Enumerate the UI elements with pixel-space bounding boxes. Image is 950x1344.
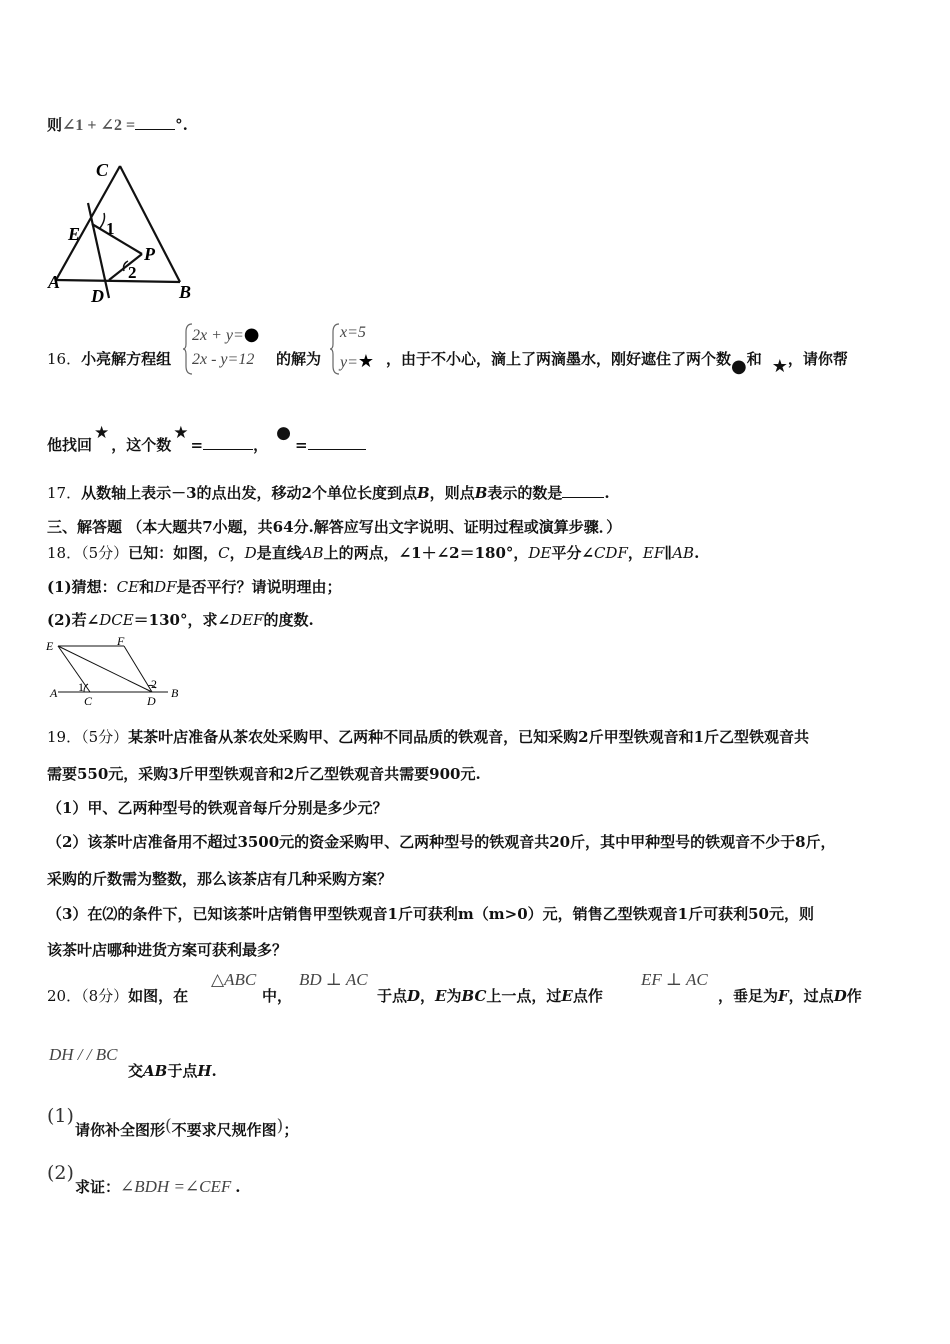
label-angle-1: 1 <box>106 219 115 238</box>
q20-bc: BC <box>461 987 487 1005</box>
q20-t12: 于点 <box>167 1062 198 1080</box>
q18-c: C <box>218 544 230 562</box>
label-angle-1: 1 <box>78 680 84 694</box>
q20-d: D <box>407 987 421 1005</box>
q20-part1 <box>75 1116 299 1140</box>
label-d: D <box>147 694 156 708</box>
dot-icon: ● <box>276 423 291 443</box>
label-p: P <box>144 244 155 264</box>
label-a: A <box>50 686 58 700</box>
q19-line1-text: 某茶叶店准备从茶农处采购甲、乙两种不同品质的铁观音，已知采购2斤甲型铁观音和1斤乙型铁观音共 <box>128 728 810 746</box>
q16-text2: 的解为 <box>276 350 322 368</box>
q18-p1a: (1)猜想： <box>47 578 117 596</box>
q18-text4: 平分∠ <box>551 544 594 562</box>
label-e: E <box>68 224 81 244</box>
q20-mid <box>377 985 603 1006</box>
q20-p1d: ) <box>276 1116 284 1136</box>
q18-ab2: AB <box>672 544 695 562</box>
label-f: F <box>117 636 125 648</box>
q16-line2c: = <box>190 436 204 454</box>
q20-end: . <box>211 1062 217 1080</box>
q18-text2: 是直线 <box>256 544 302 562</box>
q16-line2e: = <box>294 436 308 454</box>
answer-blank-dot[interactable] <box>308 449 366 450</box>
answer-blank[interactable] <box>135 129 175 130</box>
q19-line2: 需要550元，采购3斤甲型铁观音和2斤乙型铁观音共需要900元. <box>47 765 481 783</box>
q18-score: （5分） <box>81 544 129 562</box>
line-ed <box>88 203 109 298</box>
q20-h: H <box>197 1062 212 1080</box>
q20-part2-number: (2) <box>47 1162 74 1184</box>
q20-t4: ， <box>420 987 436 1005</box>
q17-text: 从数轴上表示－3的点出发，移动2个单位长度到点 <box>81 484 417 502</box>
q16-line2d: ， <box>253 436 269 454</box>
label-c: C <box>96 160 109 180</box>
equation-1 <box>192 324 260 345</box>
q20-t5: 为 <box>446 987 462 1005</box>
q18-part1 <box>47 576 342 597</box>
line-ep <box>92 224 142 254</box>
q16-line2b: ，这个数 <box>111 436 172 454</box>
ink-dot-icon: ● <box>243 324 260 345</box>
q20-line2 <box>128 1060 217 1081</box>
math-dh-parallel-bc: DH / / BC <box>49 1045 118 1064</box>
line-ec <box>58 646 90 692</box>
q18-p1df: DF <box>154 578 177 596</box>
label-angle-2: 2 <box>151 677 157 691</box>
q18-p2b: ＝130°，求∠ <box>133 611 231 629</box>
q16-number: 16． <box>47 350 82 368</box>
q19-part3a: （3）在⑵的条件下，已知该茶叶店销售甲型铁观音1斤可获利m（m>0）元，销售乙型铁观音1斤可获利50元，则 <box>47 905 814 923</box>
q20-p2m: ∠BDH =∠CEF <box>120 1177 232 1196</box>
label-b: B <box>171 686 179 700</box>
angle-1-arc <box>100 213 105 228</box>
solution-2 <box>340 351 374 372</box>
q19-line1 <box>47 726 809 747</box>
ink-dot-icon: ● <box>731 356 747 377</box>
q20-t3: 于点 <box>377 987 408 1005</box>
q18-comma: ， <box>229 544 245 562</box>
q20-number <box>47 985 188 1006</box>
q16-text4: 和 <box>746 350 762 368</box>
q16-text5: ，请你帮 <box>787 350 848 368</box>
q20-t7: 点作 <box>572 987 603 1005</box>
q17-number: 17． <box>47 484 82 502</box>
q20-t6: 上一点，过 <box>486 987 562 1005</box>
q18-end: . <box>694 544 700 562</box>
triangle-figure-15 <box>44 158 204 306</box>
math-bd-perp-ac: BD ⊥ AC <box>299 970 368 989</box>
q19-part3b: 该茶叶店哪种进货方案可获利最多？ <box>47 941 288 959</box>
q18-p2def: DEF <box>230 611 264 629</box>
q17-end: . <box>604 484 610 502</box>
q16-line1 <box>47 348 171 369</box>
equation-2: 2x - y=12 <box>192 351 255 368</box>
q18-text3: 上的两点，∠1＋∠2＝180°， <box>323 544 529 562</box>
q18-p1ce: CE <box>116 578 140 596</box>
q20-d2: D <box>833 987 847 1005</box>
q17-b2: B <box>474 484 488 502</box>
q20-tail <box>718 985 862 1006</box>
q18-p1c: 是否平行？请说明理由； <box>176 578 342 596</box>
q20-f: F <box>778 987 789 1005</box>
q20-t2: 中， <box>262 987 293 1005</box>
q20-ab: AB <box>143 1062 168 1080</box>
q20-score: （8分） <box>81 987 129 1005</box>
label-d: D <box>91 286 104 306</box>
q19-number: 19． <box>47 728 82 746</box>
q20-p1c: 不要求尺规作图 <box>171 1121 277 1139</box>
math-ef-perp-ac: EF ⊥ AC <box>641 970 708 989</box>
q20-t10: 作 <box>846 987 862 1005</box>
q20-t11: 交 <box>128 1062 144 1080</box>
q17-b: B <box>416 484 430 502</box>
q18-text6: ∥ <box>664 544 673 562</box>
q20-e: E <box>435 987 447 1005</box>
q16-line2 <box>47 423 366 455</box>
eq1-text: 2x + y= <box>192 327 244 344</box>
q18-ef: EF <box>642 544 665 562</box>
q16-text3: ，由于不小心，滴上了两滴墨水，刚好遮住了两个数 <box>386 350 732 368</box>
q16-line1-rest <box>386 348 848 377</box>
label-angle-2: 2 <box>128 263 137 282</box>
q15-tail <box>47 114 188 135</box>
q20-p1b: ( <box>165 1116 172 1136</box>
ink-star-icon: ★ <box>771 356 788 377</box>
label-a: A <box>48 272 61 292</box>
q17 <box>47 482 610 503</box>
q18-p2a: (2)若∠ <box>47 611 100 629</box>
q15-suffix: °. <box>175 116 188 134</box>
q20-e2: E <box>561 987 573 1005</box>
q20-p1e: ； <box>283 1121 299 1139</box>
parallel-lines-figure-18 <box>44 636 184 708</box>
sol2-text: y= <box>340 354 358 371</box>
q18-part2 <box>47 609 314 630</box>
q18-de: DE <box>528 544 552 562</box>
line-pd <box>109 254 142 280</box>
q20-part1-number: (1) <box>47 1105 74 1127</box>
q20-part2 <box>75 1176 241 1197</box>
q15-expr: ∠1 + ∠2 = <box>62 117 136 134</box>
q18-cdf: CDF <box>593 544 628 562</box>
q20-num: 20． <box>47 987 82 1005</box>
q20-t8: ，垂足为 <box>718 987 779 1005</box>
q16-text1: 小亮解方程组 <box>81 350 172 368</box>
q18-p2c: 的度数. <box>263 611 314 629</box>
star-icon: ★ <box>173 423 189 443</box>
q18-stem <box>47 542 699 563</box>
q20-t1: 如图，在 <box>128 987 189 1005</box>
q18-text5: ， <box>627 544 643 562</box>
q20-p2e: . <box>235 1178 241 1196</box>
label-c: C <box>84 694 93 708</box>
answer-blank-star[interactable] <box>203 449 253 450</box>
math-triangle-abc: △ABC <box>211 970 257 989</box>
label-e: E <box>46 639 54 653</box>
q20-p2a: 求证： <box>75 1178 121 1196</box>
q18-p2dce: DCE <box>99 611 134 629</box>
q18-p1b: 和 <box>139 578 155 596</box>
q20-t9: ，过点 <box>788 987 834 1005</box>
q19-part2a: （2）该茶叶店准备用不超过3500元的资金采购甲、乙两种型号的铁观音共20斤，其中甲种型号的铁观音不少于8斤， <box>47 833 836 851</box>
q15-prefix: 则 <box>47 116 63 134</box>
label-b: B <box>179 282 192 302</box>
q19-part2b: 采购的斤数需为整数，那么该茶店有几种采购方案？ <box>47 870 393 888</box>
ink-star-icon: ★ <box>357 351 375 372</box>
answer-blank[interactable] <box>562 497 604 498</box>
q17-text2: ，则点 <box>429 484 475 502</box>
q20-p1a: 请你补全图形 <box>75 1121 166 1139</box>
q18-d: D <box>244 544 257 562</box>
edge-ab <box>56 280 180 282</box>
q19-part1: （1）甲、乙两种型号的铁观音每斤分别是多少元？ <box>47 799 388 817</box>
q18-ab: AB <box>301 544 324 562</box>
q19-score: （5分） <box>81 728 129 746</box>
q16-line2a: 他找回 <box>47 436 93 454</box>
section-heading: 三、解答题 （本大题共7小题，共64分.解答应写出文字说明、证明过程或演算步骤．） <box>47 518 622 536</box>
q18-number: 18． <box>47 544 82 562</box>
star-icon: ★ <box>94 423 110 443</box>
q18-text: 已知：如图， <box>128 544 219 562</box>
q17-text3: 表示的数是 <box>487 484 563 502</box>
solution-1: x=5 <box>340 324 366 341</box>
